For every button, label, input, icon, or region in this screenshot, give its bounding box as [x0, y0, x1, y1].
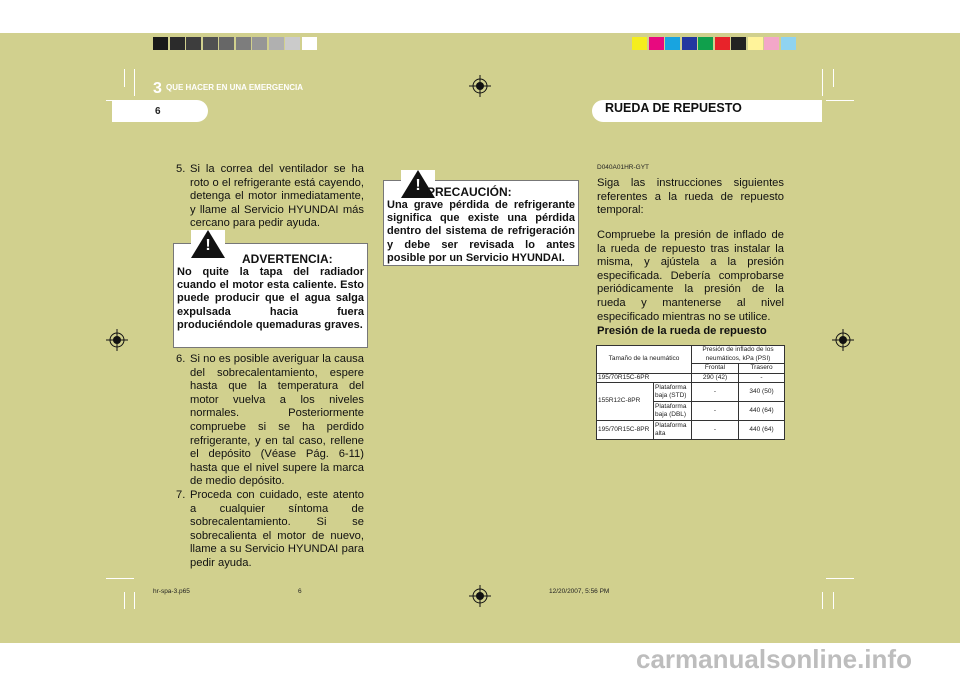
crop-mark [134, 69, 135, 96]
color-calibration-bar [632, 37, 797, 50]
section-title: RUEDA DE REPUESTO [605, 101, 742, 115]
registration-target-icon [832, 329, 854, 351]
table-row [597, 383, 785, 402]
left-column-lower [176, 353, 364, 571]
pressure-subheading: Presión de la rueda de repuesto [597, 325, 767, 337]
calibration-swatch [285, 37, 300, 50]
list-item [176, 353, 364, 489]
calibration-swatch [731, 37, 746, 50]
calibration-swatch [715, 37, 730, 50]
table-cell-size: 195/70R15C-8PR [597, 421, 654, 440]
calibration-swatch [236, 37, 251, 50]
registration-target-icon [469, 75, 491, 97]
calibration-swatch [219, 37, 234, 50]
crop-mark [134, 592, 135, 609]
list-number: 6. [176, 353, 186, 365]
crop-mark [106, 578, 134, 579]
table-cell-front: 290 (42) [692, 373, 739, 383]
calibration-swatch [748, 37, 763, 50]
crop-mark [833, 592, 834, 609]
table-cell-size: 195/70R15C-6PR [597, 373, 692, 383]
caution-box [383, 177, 579, 266]
table-row [597, 373, 785, 383]
footer-file-name: hr-spa-3.p65 [153, 588, 190, 595]
calibration-swatch [682, 37, 697, 50]
table-cell-platform: Plataforma alta [654, 421, 692, 440]
table-cell-rear: 340 (50) [739, 383, 785, 402]
gray-calibration-bar [153, 37, 318, 50]
registration-target-icon [469, 585, 491, 607]
document-code: D040A01HR-GYT [597, 164, 650, 171]
chapter-title: QUE HACER EN UNA EMERGENCIA [166, 83, 304, 92]
list-text: Proceda con cuidado, este atento a cualquier síntoma de sobrecalentamiento. Si se sobrecalienta el motor de nuevo, llame a su Servicio HYUNDAI para pedir ayuda. [190, 488, 364, 569]
calibration-swatch [186, 37, 201, 50]
table-header-pressure: Presión de inflado de los neumáticos, kPa (PSI) [692, 346, 785, 364]
crop-mark [833, 69, 834, 87]
spare-intro-paragraph: Siga las instrucciones siguientes referentes a la rueda de repuesto temporal: [597, 177, 784, 217]
list-text: Si no es posible averiguar la causa del sobrecalentamiento, espere hasta que la temperatura del motor vuelva a los niveles normales. Posteriormente compruebe si se ha perdido refrigerante, y en tal caso, rellene el depósito (Véase Pág. 6-11) hasta que el nivel supere la marca de medio depósito. [190, 353, 364, 488]
list-number: 5. [176, 163, 186, 175]
page-background [0, 33, 960, 643]
table-cell-rear: 440 (64) [739, 402, 785, 421]
crop-mark [124, 69, 125, 87]
calibration-swatch [649, 37, 664, 50]
watermark: carmanualsonline.info [636, 644, 912, 674]
table-cell-rear: 440 (64) [739, 421, 785, 440]
table-header-size: Tamaño de la neumático [597, 346, 692, 374]
warning-body: No quite la tapa del radiador cuando el motor esta caliente. Esto puede producir que el agua salga expulsada hacia fuera produciéndole quemaduras graves. [177, 266, 364, 331]
calibration-swatch [764, 37, 779, 50]
list-number: 7. [176, 488, 186, 501]
calibration-swatch [252, 37, 267, 50]
table-header-row [597, 346, 785, 364]
caution-title: PRECAUCIÓN: [427, 185, 512, 199]
calibration-swatch [665, 37, 680, 50]
calibration-swatch [203, 37, 218, 50]
crop-mark [826, 100, 854, 101]
calibration-swatch [153, 37, 168, 50]
footer-timestamp: 12/20/2007, 5:56 PM [549, 588, 610, 595]
warning-box [173, 237, 368, 348]
table-cell-platform: Plataforma baja (STD) [654, 383, 692, 402]
list-item [176, 163, 364, 231]
calibration-swatch [698, 37, 713, 50]
calibration-swatch [269, 37, 284, 50]
table-cell-platform: Plataforma baja (DBL) [654, 402, 692, 421]
footer-page-number: 6 [298, 588, 302, 595]
warning-triangle-icon: ! [401, 170, 435, 198]
crop-mark [826, 578, 854, 579]
table-header-rear: Trasero [739, 364, 785, 374]
list-item [176, 489, 364, 571]
calibration-swatch [781, 37, 796, 50]
chapter-number: 3 [153, 80, 162, 97]
crop-mark [822, 69, 823, 96]
spare-pressure-paragraph: Compruebe la presión de inflado de la rueda de repuesto tras instalar la misma, y ajústela a la presión especificada. Debería comprobarse periódicamente la presión de la rueda y mantenerse al nivel especificado mientras no se utilice. [597, 229, 784, 323]
left-column [176, 163, 364, 231]
calibration-swatch [632, 37, 647, 50]
calibration-swatch [170, 37, 185, 50]
warning-triangle-icon: ! [191, 230, 225, 258]
tire-pressure-table [596, 345, 785, 440]
table-cell-front: - [692, 421, 739, 440]
list-text: Si la correa del ventilador se ha roto o el refrigerante está cayendo, detenga el motor inmediatamente, y llame al Servicio HYUNDAI más cercano para pedir ayuda. [190, 163, 364, 230]
warning-title: ADVERTENCIA: [242, 252, 333, 266]
caution-body: Una grave pérdida de refrigerante significa que existe una pérdida dentro del sistema de refrigeración y debe ser revisada lo antes posible por un Servicio HYUNDAI. [387, 199, 575, 264]
table-row [597, 421, 785, 440]
table-cell-size: 155R12C-8PR [597, 383, 654, 421]
calibration-swatch [302, 37, 317, 50]
table-header-front: Frontal [692, 364, 739, 374]
page-number: 6 [155, 106, 161, 117]
crop-mark [822, 592, 823, 609]
registration-target-icon [106, 329, 128, 351]
table-cell-front: - [692, 383, 739, 402]
table-cell-front: - [692, 402, 739, 421]
table-cell-rear: - [739, 373, 785, 383]
crop-mark [124, 592, 125, 609]
